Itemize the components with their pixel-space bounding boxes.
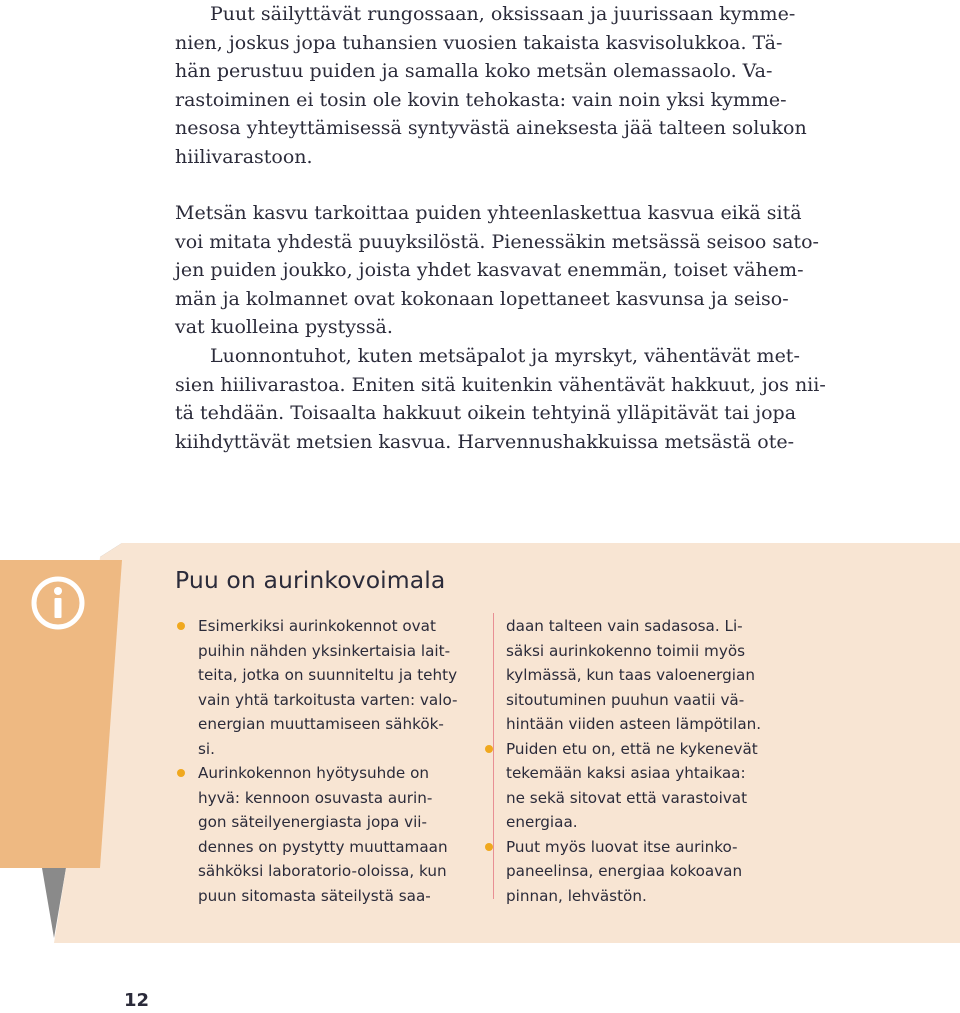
text-line: hän perustuu puiden ja samalla koko metsän olemassaolo. Va- bbox=[175, 60, 773, 83]
bullet-item-line bbox=[176, 810, 451, 835]
bullet-text: energian muuttamiseen sähkök- bbox=[198, 715, 444, 733]
info-box-title: Puu on aurinkovoimala bbox=[175, 566, 446, 594]
info-box-background bbox=[0, 543, 960, 943]
bullet-text: kylmässä, kun taas valoenergian bbox=[506, 666, 755, 684]
bullet-item-start bbox=[484, 835, 761, 860]
bullet-item-line bbox=[176, 688, 458, 713]
article-paragraph-1 bbox=[175, 0, 807, 172]
bullet-text: daan talteen vain sadasosa. Li- bbox=[506, 617, 743, 635]
bullet-item-line bbox=[176, 639, 451, 664]
bullet-icon bbox=[485, 745, 493, 753]
bullet-item-line bbox=[176, 859, 451, 884]
bullet-item-line bbox=[176, 663, 458, 688]
bullet-text: ne sekä sitovat että varastoivat bbox=[506, 788, 748, 807]
bullet-item-line bbox=[484, 639, 761, 664]
bullet-text: Aurinkokennon hyötysuhde on bbox=[198, 764, 429, 782]
text-line: nien, joskus jopa tuhansien vuosien takaista kasvisolukkoa. Tä- bbox=[175, 31, 783, 54]
bullet-text: dennes on pystytty muuttamaan bbox=[198, 837, 448, 856]
text-line: Luonnontuhot, kuten metsäpalot ja myrskyt, vähentävät met- bbox=[210, 344, 800, 367]
bullet-text: vain yhtä tarkoitusta varten: valo- bbox=[198, 690, 458, 709]
bullet-text: pinnan, lehvästön. bbox=[506, 886, 647, 905]
bullet-item-line bbox=[484, 859, 761, 884]
bullet-item-line bbox=[484, 663, 761, 688]
text-line: Metsän kasvu tarkoittaa puiden yhteenlaskettua kasvua eikä sitä bbox=[175, 202, 802, 224]
bullet-icon bbox=[177, 769, 185, 777]
bullet-text: puun sitomasta säteilystä saa- bbox=[198, 886, 431, 905]
bullet-item-line bbox=[484, 786, 761, 811]
text-line: Puut säilyttävät rungossaan, oksissaan ja juurissaan kymme- bbox=[210, 3, 796, 25]
bullet-item-line bbox=[484, 761, 761, 786]
bullet-text: tekemään kaksi asiaa yhtaikaa: bbox=[506, 764, 746, 782]
bullet-text: gon säteilyenergiasta jopa vii- bbox=[198, 813, 427, 831]
bullet-item-line bbox=[176, 884, 451, 909]
bullet-item-start bbox=[484, 737, 761, 762]
bullet-item-line bbox=[484, 712, 761, 737]
bullet-text: sähköksi laboratorio-oloissa, kun bbox=[198, 862, 447, 880]
bullet-item-line bbox=[484, 614, 761, 639]
info-box-right-column bbox=[484, 614, 761, 908]
bullet-text: hyvä: kennoon osuvasta aurin- bbox=[198, 788, 433, 807]
bullet-item-line bbox=[176, 737, 451, 762]
article-paragraph-2 bbox=[175, 199, 826, 456]
bullet-item-line bbox=[176, 835, 451, 860]
bullet-text: energiaa. bbox=[506, 813, 578, 831]
bullet-text: paneelinsa, energiaa kokoavan bbox=[506, 862, 743, 880]
bullet-text: säksi aurinkokenno toimii myös bbox=[506, 641, 746, 660]
bullet-text: Puut myös luovat itse aurinko- bbox=[506, 837, 738, 856]
text-line: män ja kolmannet ovat kokonaan lopettaneet kasvunsa ja seiso- bbox=[175, 287, 789, 310]
bullet-text: teita, jotka on suunniteltu ja tehty bbox=[198, 666, 458, 684]
bullet-text: puihin nähden yksinkertaisia lait- bbox=[198, 641, 451, 660]
text-line: jen puiden joukko, joista yhdet kasvavat enemmän, toiset vähem- bbox=[175, 259, 804, 282]
bullet-item-line bbox=[176, 786, 451, 811]
bullet-item-line bbox=[484, 688, 761, 713]
bullet-text: sitoutuminen puuhun vaatii vä- bbox=[506, 690, 745, 709]
text-line: kiihdyttävät metsien kasvua. Harvennushakkuissa metsästä ote- bbox=[175, 430, 795, 453]
text-line: nesosa yhteyttämisessä syntyvästä aineksesta jää talteen solukon bbox=[175, 117, 807, 140]
text-line: tä tehdään. Toisaalta hakkuut oikein tehtyinä ylläpitävät tai jopa bbox=[175, 402, 797, 425]
bullet-text: si. bbox=[198, 739, 215, 758]
bullet-icon bbox=[485, 843, 493, 851]
bullet-item-line bbox=[176, 712, 451, 737]
text-line: voi mitata yhdestä puuyksilöstä. Pienessäkin metsässä seisoo sato- bbox=[175, 230, 819, 253]
bullet-text: hintään viiden asteen lämpötilan. bbox=[506, 715, 762, 733]
text-line: vat kuolleina pystyssä. bbox=[175, 316, 393, 339]
bullet-text: Esimerkiksi aurinkokennot ovat bbox=[198, 617, 436, 635]
text-line: hiilivarastoon. bbox=[175, 145, 313, 168]
bullet-item-line bbox=[484, 810, 761, 835]
text-line: sien hiilivarastoa. Eniten sitä kuitenkin vähentävät hakkuut, jos nii- bbox=[175, 373, 826, 396]
bullet-item-line bbox=[484, 884, 761, 909]
bullet-icon bbox=[177, 622, 185, 630]
bullet-text: Puiden etu on, että ne kykenevät bbox=[506, 739, 758, 758]
info-box bbox=[0, 543, 960, 943]
info-icon bbox=[30, 575, 86, 631]
bullet-item-start bbox=[176, 761, 451, 786]
text-line: rastoiminen ei tosin ole kovin tehokasta: vain noin yksi kymme- bbox=[175, 88, 787, 111]
bullet-item-start bbox=[176, 614, 451, 639]
page-number: 12 bbox=[124, 990, 150, 1011]
info-box-left-column bbox=[176, 614, 458, 908]
